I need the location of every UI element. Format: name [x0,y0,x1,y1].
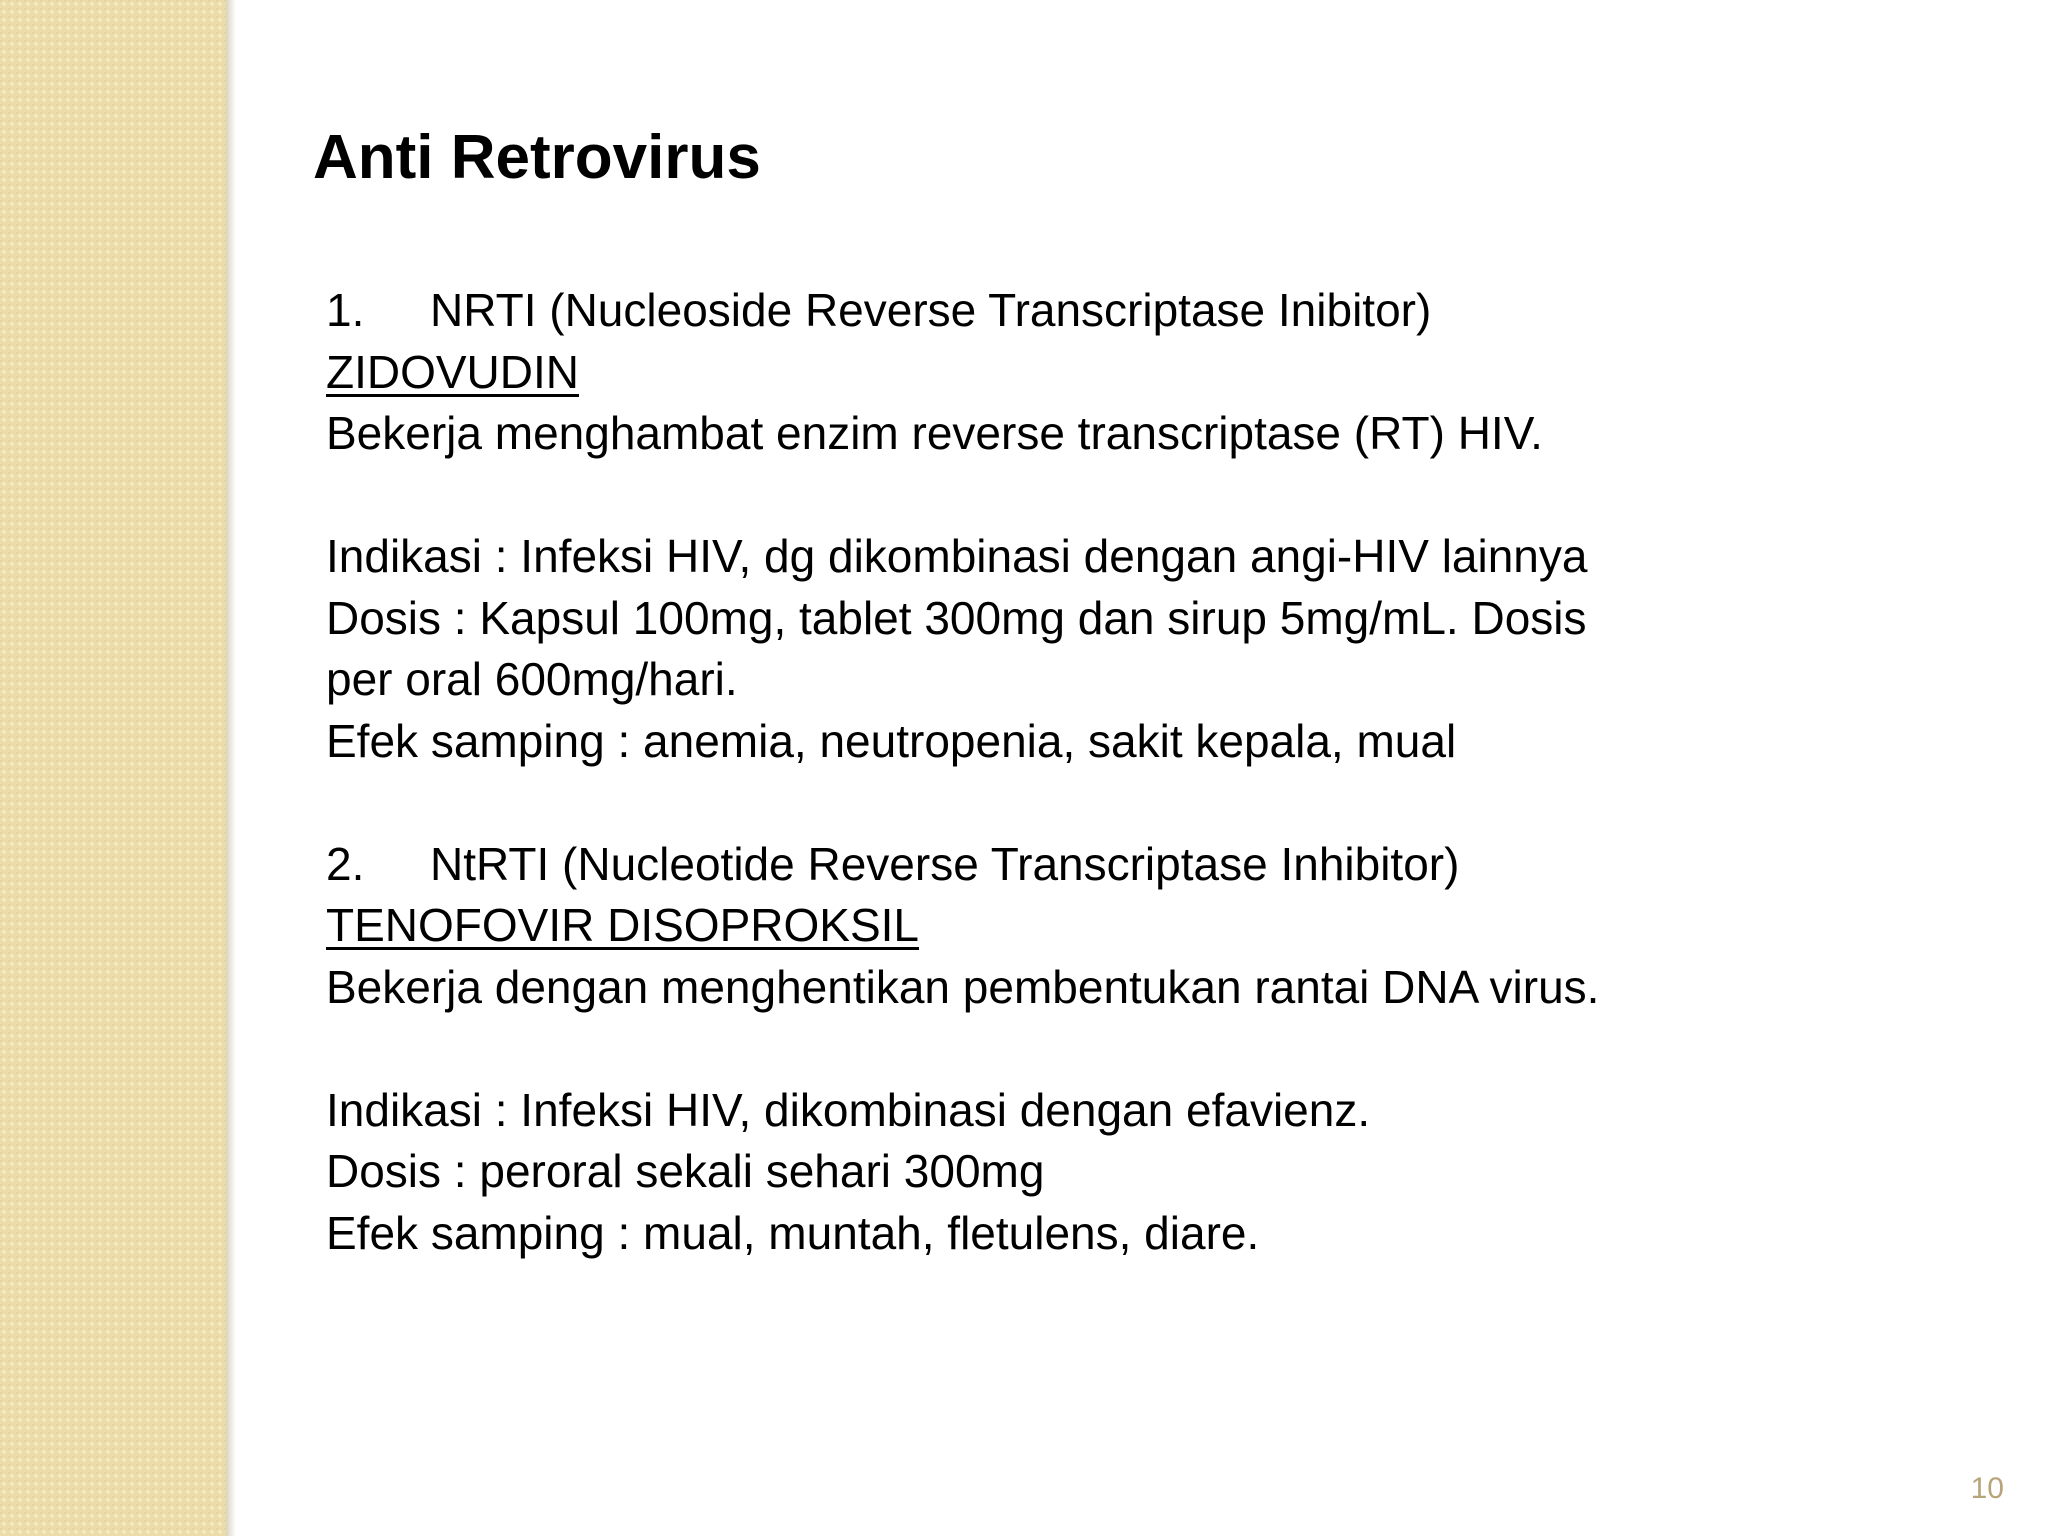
section-heading-text: NtRTI (Nucleotide Reverse Transcriptase Inhibitor) [430,837,1460,890]
side-effects-text: Efek samping : anemia, neutropenia, sakit kepala, mual [326,714,1457,767]
drug-name: TENOFOVIR DISOPROKSIL [326,899,919,951]
slide-title: Anti Retrovirus [313,123,761,192]
spacer [326,772,1826,834]
slide-body [326,280,1826,1264]
decorative-side-band [0,0,226,1536]
drug-name-tenofovir [326,895,1826,957]
dose-text: Dosis : peroral sekali sehari 300mg [326,1145,1045,1197]
mechanism-text: Bekerja dengan menghentikan pembentukan rantai DNA virus. [326,960,1600,1013]
dose-text: Dosis : Kapsul 100mg, tablet 300mg dan sirup 5mg/mL. Dosis [326,591,1587,644]
section-number: 1. [326,284,365,336]
section-heading-nrti [326,280,1826,342]
spacer [326,1018,1826,1080]
side-band-shadow [226,0,236,1536]
mechanism-text: Bekerja menghambat enzim reverse transcriptase (RT) HIV. [326,407,1543,459]
dose-text-continued: per oral 600mg/hari. [326,653,738,705]
page-number: 10 [1970,1472,2004,1505]
section-heading-text: NRTI (Nucleoside Reverse Transcriptase Inibitor) [430,284,1432,336]
spacer [326,465,1826,527]
drug-name: ZIDOVUDIN [326,345,579,398]
indication-text: Indikasi : Infeksi HIV, dg dikombinasi dengan angi-HIV lainnya [326,530,1588,582]
indication-text: Indikasi : Infeksi HIV, dikombinasi dengan efavienz. [326,1083,1371,1136]
drug-name-zidovudin [326,342,1826,404]
section-number: 2. [326,837,365,890]
section-heading-ntrti [326,834,1826,896]
side-effects-text: Efek samping : mual, muntah, fletulens, diare. [326,1206,1260,1259]
